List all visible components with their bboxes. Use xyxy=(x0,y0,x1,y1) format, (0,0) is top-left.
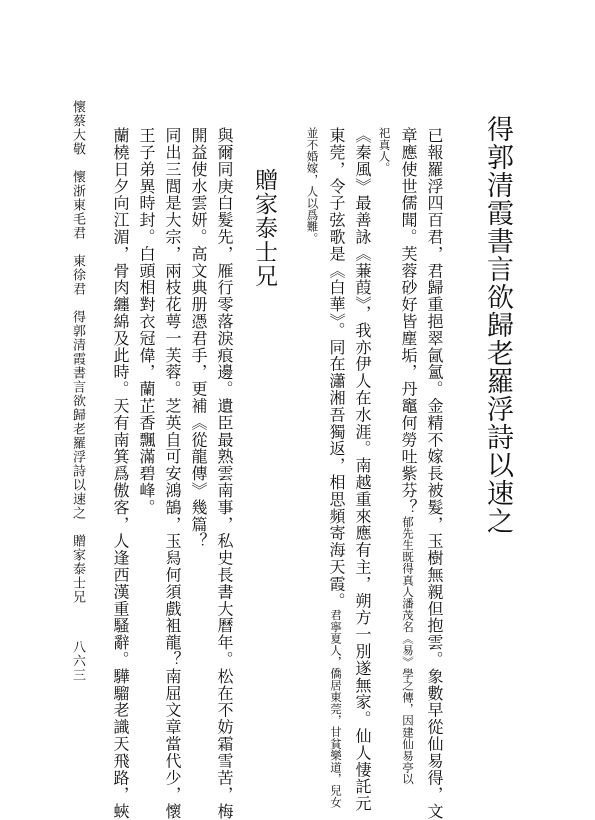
poem1-note-3: 君寧夏人，僑居東莞，甘貧樂道，兒女 xyxy=(329,609,343,809)
poem2-line-3: 同出三閭是大宗，兩枝花萼一芙蓉。芝英自可安鴻鵠，玉舄何須戲袓龍？南屈文章當代少，懷 xyxy=(163,127,182,820)
poem2-line-4: 王子弟異時封。白頭相對衣冠偉，蘭芷香飄滿碧峰。 xyxy=(137,127,156,516)
page-number: 八六三 xyxy=(70,640,85,682)
poem1-line-4-text: 東莞，令子弦歌是《白華》。同在瀟湘吾獨返，相思頻寄海天霞。 xyxy=(327,127,346,610)
poem2-line-1: 與爾同庚白髮先，雁行零落淚痕邊。遺臣最熟雲南事，私史長書大曆年。松在不妨霜雪苦，梅 xyxy=(215,127,234,820)
poem1-line-1: 已報羅浮四百君，君歸重挹翠氤氳。金精不嫁長被髮，玉樹無親但抱雲。象數早從仙易得，文 xyxy=(425,127,444,820)
poem1-note-2: 祀真人。 xyxy=(377,127,392,174)
poem1-note-4: 並不婚嫁，人以爲難。 xyxy=(305,127,320,244)
poem1-note-1: 郁先生既得真人潘茂名《易》學之傳，因建仙易亭以 xyxy=(401,515,415,785)
poem1-line-3: 《秦風》最善詠《蒹葭》，我亦伊人在水涯。南越重來應有主，朔方一別遂無家。仙人悽託元 xyxy=(353,127,372,812)
poem1-line-2-text: 章應使世儒聞。芙蓉砂好皆塵垢，丹竈何勞吐紫芬？ xyxy=(399,127,418,516)
poem1-line-2 xyxy=(400,127,416,785)
poem1-line-4 xyxy=(328,127,344,808)
running-footer: 懷蔡大敬 懷浙東毛君 東徐君 得郭清霞書言欲歸老羅浮詩以速之 贈家泰士兄 xyxy=(70,100,85,604)
poem2-line-5: 蘭橈日夕向江湄，骨肉纏綿及此時。天有南箕爲傲客，人逢西漢重騷辭。驊騮老識天飛路，蛺 xyxy=(111,127,130,820)
poem2-title: 贈家泰士兄 xyxy=(251,168,277,288)
poem2-line-2: 開益使水雲妍。高文典册憑君手，更補《從龍傳》幾篇？ xyxy=(189,127,208,550)
poem1-title: 得郭清霞書言欲歸老羅浮詩以速之 xyxy=(482,115,513,535)
